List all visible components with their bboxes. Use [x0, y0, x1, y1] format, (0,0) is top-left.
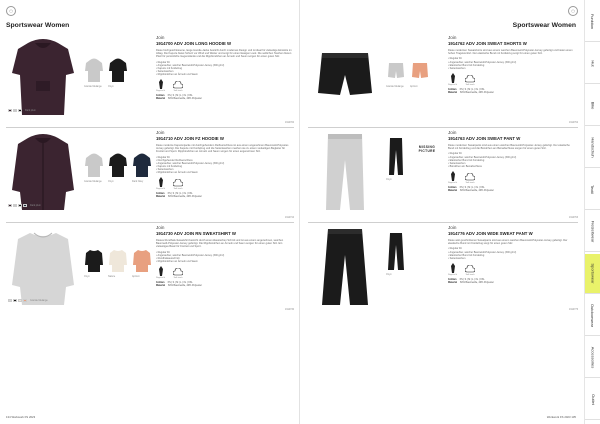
sidebar-tab[interactable]	[585, 212, 600, 252]
sidebar-tab[interactable]	[585, 338, 600, 378]
sidebar-tab-label: Handschuh	[590, 137, 596, 158]
section-title: Sportswear Women	[512, 22, 576, 29]
color-swatch[interactable]	[13, 109, 17, 112]
material-label: Material	[156, 195, 166, 199]
feature-icons	[448, 263, 576, 276]
product-info	[448, 35, 576, 94]
icon-label: Regular fit	[448, 83, 458, 86]
product-specs	[448, 278, 576, 284]
color-swatch[interactable]	[18, 299, 22, 302]
product-info	[448, 130, 576, 192]
corner-logo: ◯	[568, 6, 578, 16]
sidebar-tab-label: Hut	[590, 60, 596, 67]
missing-line: MISSING	[418, 145, 436, 149]
thumb-label: Nature	[108, 275, 116, 278]
material-value: 60% Baumwolle, 40% Polyester	[168, 97, 202, 101]
feature-item: • Seitentaschen	[156, 70, 292, 73]
soft-touch-icon	[173, 268, 183, 276]
color-swatches	[8, 299, 48, 302]
material-label: Material	[448, 90, 458, 94]
sidebar-tab-label: Sportswear	[590, 263, 596, 284]
regular-fit-icon	[450, 263, 456, 273]
thumb-label: Granite Melange	[84, 85, 102, 88]
product-thumb[interactable]	[108, 152, 128, 183]
icon-label: Soft touch	[465, 273, 475, 276]
sizes-label: Größen	[156, 192, 165, 196]
sizes-value: XS | S | M | L | XL | XXL	[459, 277, 485, 281]
product-code: 1914700 ADV JOIN LONG HOODIE W	[156, 41, 232, 46]
sidebar-tab-label: Funktion	[590, 13, 596, 30]
feature-item: • Regular Fit	[156, 251, 292, 254]
feature-item: • Elastischer Bund mit Kordelzug	[448, 64, 576, 67]
product-card[interactable]	[308, 130, 578, 223]
material-label: Material	[448, 280, 458, 284]
thumb-label: Apricot	[410, 85, 418, 88]
sidebar-tab-label: Bike	[590, 101, 596, 110]
color-swatch[interactable]	[8, 204, 12, 207]
sidebar-tab-label: Outlet	[590, 394, 596, 405]
swatch-label: Dark plum	[30, 204, 41, 207]
feature-item: • Elastischer Bund mit Kordelzug	[448, 254, 576, 257]
feature-item: • Rippbündchen an Ärmeln und Saum	[156, 260, 292, 263]
product-info	[156, 225, 292, 287]
color-swatch[interactable]	[23, 299, 27, 302]
sidebar-tab-label: Accessoires	[590, 346, 596, 369]
feature-item: • Seitentaschen	[448, 67, 576, 70]
feature-icons	[156, 79, 292, 92]
swatch-label: Granite Melange	[30, 299, 48, 302]
sidebar-tab[interactable]	[585, 380, 600, 420]
sidebar-tab[interactable]	[585, 86, 600, 126]
article-number: 1914762	[569, 122, 578, 124]
sidebar-tab[interactable]	[585, 2, 600, 42]
regular-fit-icon	[450, 171, 456, 181]
brand-name: Join	[448, 225, 457, 230]
color-swatch[interactable]	[13, 299, 17, 302]
product-description: Diese weit geschnittenen Sweatpants sind aus einem weichen Baumwoll-Polyester-Jersey gefertigt. Der elastische Bund mit Kordelzug sorgt für einen guten Sitz.	[448, 239, 568, 246]
feature-item: • Regular Fit	[156, 156, 292, 159]
feature-item: • Rundhalsausschnitt	[156, 257, 292, 260]
thumb-label: Dark Navy	[132, 180, 144, 183]
article-number: 1914763	[569, 217, 578, 219]
material-value: 60% Baumwolle, 40% Polyester	[168, 283, 202, 287]
feature-item: • Regular Fit	[448, 247, 576, 250]
icon-label: Regular fit	[156, 276, 166, 279]
thumb-label: Granite Melange	[84, 180, 102, 183]
right-page	[300, 0, 584, 424]
feature-item: • Angerauhter, weicher Baumwoll-Polyester-Jersey (300 g/m²)	[156, 64, 292, 67]
article-number: 1914710	[285, 217, 294, 219]
brand-name: Join	[156, 225, 165, 230]
product-thumb[interactable]	[386, 57, 406, 88]
feature-item: • Bündchen am Beinabschluss	[448, 165, 576, 168]
long-hoodie-image	[6, 35, 80, 119]
sidebar-tab-label: Freizeitwear	[590, 220, 596, 243]
feature-item: • Durchgehender Reißverschluss	[156, 159, 292, 162]
icon-label: Soft touch	[465, 181, 475, 184]
brand-name: Join	[448, 130, 457, 135]
product-card[interactable]	[308, 35, 578, 128]
color-swatch[interactable]	[18, 204, 22, 207]
thumb-label: Onyx	[84, 275, 90, 278]
material-label: Material	[156, 97, 166, 101]
color-swatch[interactable]	[13, 204, 17, 207]
material-label: Material	[448, 188, 458, 192]
brand-name: Join	[448, 35, 457, 40]
divider	[6, 127, 294, 128]
product-card[interactable]	[6, 225, 294, 315]
product-thumb[interactable]	[108, 57, 128, 88]
article-number: 1914776	[569, 309, 578, 311]
corner-logo: ◯	[6, 6, 16, 16]
feature-item: • Angerauhter, weicher Baumwoll-Polyester-Jersey (300 g/m²)	[448, 156, 576, 159]
feature-item: • Angerauhter, weicher Baumwoll-Polyester-Jersey (300 g/m²)	[156, 162, 292, 165]
product-specs	[448, 186, 576, 192]
sizes-label: Größen	[448, 87, 457, 91]
feature-list	[156, 251, 292, 263]
brand-name: Join	[156, 35, 165, 40]
product-code: 1914762 ADV JOIN SWEAT SHORTS W	[448, 41, 527, 46]
sizes-label: Größen	[448, 277, 457, 281]
feature-list	[156, 156, 292, 175]
regular-fit-icon	[158, 79, 164, 89]
product-thumb[interactable]	[386, 231, 406, 276]
color-swatch[interactable]	[18, 109, 22, 112]
product-specs	[156, 281, 292, 287]
feature-item: • Seitentaschen	[448, 257, 576, 260]
feature-list	[448, 152, 576, 167]
product-card[interactable]	[308, 225, 578, 315]
thumb-label: Onyx	[108, 180, 114, 183]
feature-item: • Angerauhter, weicher Baumwoll-Polyester-Jersey (300 g/m²)	[448, 61, 576, 64]
feature-item: • Seitentaschen	[156, 168, 292, 171]
product-code: 1914763 ADV JOIN SWEAT PANT W	[448, 136, 521, 141]
feature-icons	[448, 73, 576, 86]
sidebar-tab[interactable]	[585, 128, 600, 168]
thumb-label: Granite Melange	[386, 85, 404, 88]
sizes-label: Größen	[156, 94, 165, 98]
thumb-label: Apricot	[132, 275, 140, 278]
sizes-label: Größen	[448, 185, 457, 189]
product-card[interactable]	[6, 35, 294, 128]
product-thumb[interactable]	[410, 57, 430, 88]
product-thumb[interactable]	[84, 247, 104, 278]
sidebar-tab[interactable]	[585, 170, 600, 210]
feature-item: • Rippbündchen an Ärmeln und Saum	[156, 73, 292, 76]
product-specs	[156, 192, 292, 198]
product-specs	[156, 94, 292, 100]
feature-item: • Regular Fit	[448, 152, 576, 155]
material-value: 60% Baumwolle, 40% Polyester	[460, 90, 494, 94]
sizes-value: XS | S | M | L | XL | XXL	[459, 87, 485, 91]
product-code: 1914710 ADV JOIN FZ HOODIE W	[156, 136, 224, 141]
sweat-pant-image	[308, 130, 382, 214]
product-description: Diese moderne Kapuzenjacke mit durchgehendem Reißverschluss ist aus einem angenehmen Baumwoll-Polyester-Jersey gefertigt. Die Kapuze mit Kordelzug und die Seitentaschen machen sie zu einem vielseitigen Begleiter für Freizeit und Sport. Rippbündchen an Ärmeln und Saum sorgen für einen angenehmen Sitz.	[156, 144, 290, 154]
icon-label: Soft touch	[173, 90, 183, 93]
sizes-value: XS | S | M | L | XL | XXL	[167, 280, 193, 284]
feature-item: • Elastischer Bund mit Kordelzug	[448, 159, 576, 162]
feature-item: • Rippbündchen an Ärmeln und Saum	[156, 171, 292, 174]
feature-icons	[156, 177, 292, 190]
color-swatch[interactable]	[23, 204, 27, 207]
sweatshirt-image	[6, 225, 80, 309]
feature-list	[448, 247, 576, 259]
page-footer: 134 Workwork FS 2023	[6, 415, 36, 419]
icon-label: Regular fit	[448, 181, 458, 184]
section-title: Sportswear Women	[6, 22, 70, 29]
sidebar-tab-active[interactable]	[585, 254, 600, 294]
product-description: Diese modernen Sweatshorts sind aus einem weichen Baumwoll-Polyester-Jersey gefertigt und bieten einen hohen Tragekomfort. Der elastische Bund mit Kordelzug sorgt für einen guten Sitz.	[448, 49, 573, 56]
material-value: 60% Baumwolle, 40% Polyester	[168, 195, 202, 199]
product-description: Dieses Rundhals-Sweatshirt besticht durch einen klassischen Schnitt und ist aus einem angenehmen, weichen Baumwoll-Polyester-Jersey gefertigt. Die Rippbündchen an Ärmeln und Saum sorgen für einen guten Sitz. Ein vielseitiges Basic für Freizeit und Sport.	[156, 239, 284, 249]
soft-touch-icon	[465, 265, 475, 273]
product-thumb[interactable]	[84, 57, 104, 88]
thumb-label: Onyx	[386, 273, 392, 276]
product-specs	[448, 88, 576, 94]
material-label: Material	[156, 283, 166, 287]
product-code: 1914776 ADV JOIN WIDE SWEAT PANT W	[448, 231, 533, 236]
feature-item: • Regular Fit	[448, 57, 576, 60]
page-footer: Workwork FS 2023 135	[546, 415, 576, 419]
material-value: 60% Baumwolle, 40% Polyester	[460, 188, 494, 192]
color-swatches	[8, 109, 36, 112]
soft-touch-icon	[173, 81, 183, 89]
soft-touch-icon	[465, 75, 475, 83]
product-info	[448, 225, 576, 284]
sweat-shorts-image	[308, 35, 382, 119]
sidebar-tab[interactable]	[585, 296, 600, 336]
fz-hoodie-image	[6, 130, 80, 214]
missing-line: PICTURE	[418, 149, 436, 153]
brand-name: Join	[156, 130, 165, 135]
product-description: Diese hochgeschlossene, lange Hoodie-Jacke besticht durch modernes Design und ist ideal für vielseitige Einsätze im Alltag. Die Kapuze bietet Schutz vor Wind und Wetter und sorgt für einen lässigen Look. Die seitlichen Taschen bieten Platz für persönliche Gegenstände und die Rippbündchen an Ärmeln und Saum sorgen für einen guten Sitz.	[156, 49, 292, 59]
divider	[6, 222, 294, 223]
feature-list	[448, 57, 576, 69]
feature-item: • Kapuze mit Kordelzug	[156, 165, 292, 168]
color-swatch[interactable]	[8, 109, 12, 112]
sizes-value: XS | S | M | L | XL | XXL	[459, 185, 485, 189]
icon-label: Soft touch	[465, 83, 475, 86]
regular-fit-icon	[450, 73, 456, 83]
regular-fit-icon	[158, 177, 164, 187]
article-number: 1914730	[285, 309, 294, 311]
product-thumb[interactable]	[132, 152, 152, 183]
feature-list	[156, 61, 292, 76]
feature-icons	[448, 171, 576, 184]
soft-touch-icon	[173, 179, 183, 187]
soft-touch-icon	[465, 173, 475, 181]
feature-item: • Kapuze mit Kordelzug	[156, 67, 292, 70]
feature-icons	[156, 266, 292, 279]
divider	[308, 222, 578, 223]
product-info	[156, 35, 292, 100]
color-swatch[interactable]	[8, 299, 12, 302]
feature-item: • Regular Fit	[156, 61, 292, 64]
product-thumb[interactable]	[84, 152, 104, 183]
feature-item: • Seitentaschen	[448, 162, 576, 165]
product-code: 1914730 ADV JOIN RN SWEATSHIRT W	[156, 231, 236, 236]
regular-fit-icon	[158, 266, 164, 276]
sidebar-tab-label: Outdoorwear	[590, 303, 596, 328]
sizes-value: XS | S | M | L | XL | XXL	[167, 94, 193, 98]
feature-item: • Angerauhter, weicher Baumwoll-Polyester-Jersey (300 g/m²)	[448, 251, 576, 254]
article-number: 1914700	[285, 122, 294, 124]
category-sidebar	[584, 0, 600, 424]
feature-item: • Angerauhter, weicher Baumwoll-Polyester-Jersey (300 g/m²)	[156, 254, 292, 257]
thumb-label: Onyx	[108, 85, 114, 88]
color-swatches	[8, 204, 41, 207]
sidebar-tab[interactable]	[585, 44, 600, 84]
icon-label: Soft touch	[173, 188, 183, 191]
product-description: Diese modernen Sweatpants sind aus einem weichen Baumwoll-Polyester-Jersey gefertigt. Der elastische Bund mit Kordelzug und die Bündchen am Beinabschluss sorgen für einen guten Sitz.	[448, 144, 570, 151]
product-thumb[interactable]	[132, 247, 152, 278]
thumb-label: Onyx	[386, 178, 392, 181]
icon-label: Regular fit	[156, 90, 166, 93]
divider	[308, 127, 578, 128]
sizes-value: XS | S | M | L | XL | XXL	[167, 192, 193, 196]
icon-label: Regular fit	[156, 188, 166, 191]
product-thumb[interactable]	[386, 136, 406, 181]
sidebar-tab-label: Textil	[590, 184, 596, 195]
product-info	[156, 130, 292, 198]
swatch-label: Dark plum	[25, 109, 36, 112]
icon-label: Regular fit	[448, 273, 458, 276]
icon-label: Soft touch	[173, 276, 183, 279]
product-thumb[interactable]	[108, 247, 128, 278]
material-value: 60% Baumwolle, 40% Polyester	[460, 280, 494, 284]
missing-picture-label	[412, 138, 442, 160]
sizes-label: Größen	[156, 280, 165, 284]
product-card[interactable]	[6, 130, 294, 223]
wide-sweat-pant-image	[308, 225, 382, 309]
